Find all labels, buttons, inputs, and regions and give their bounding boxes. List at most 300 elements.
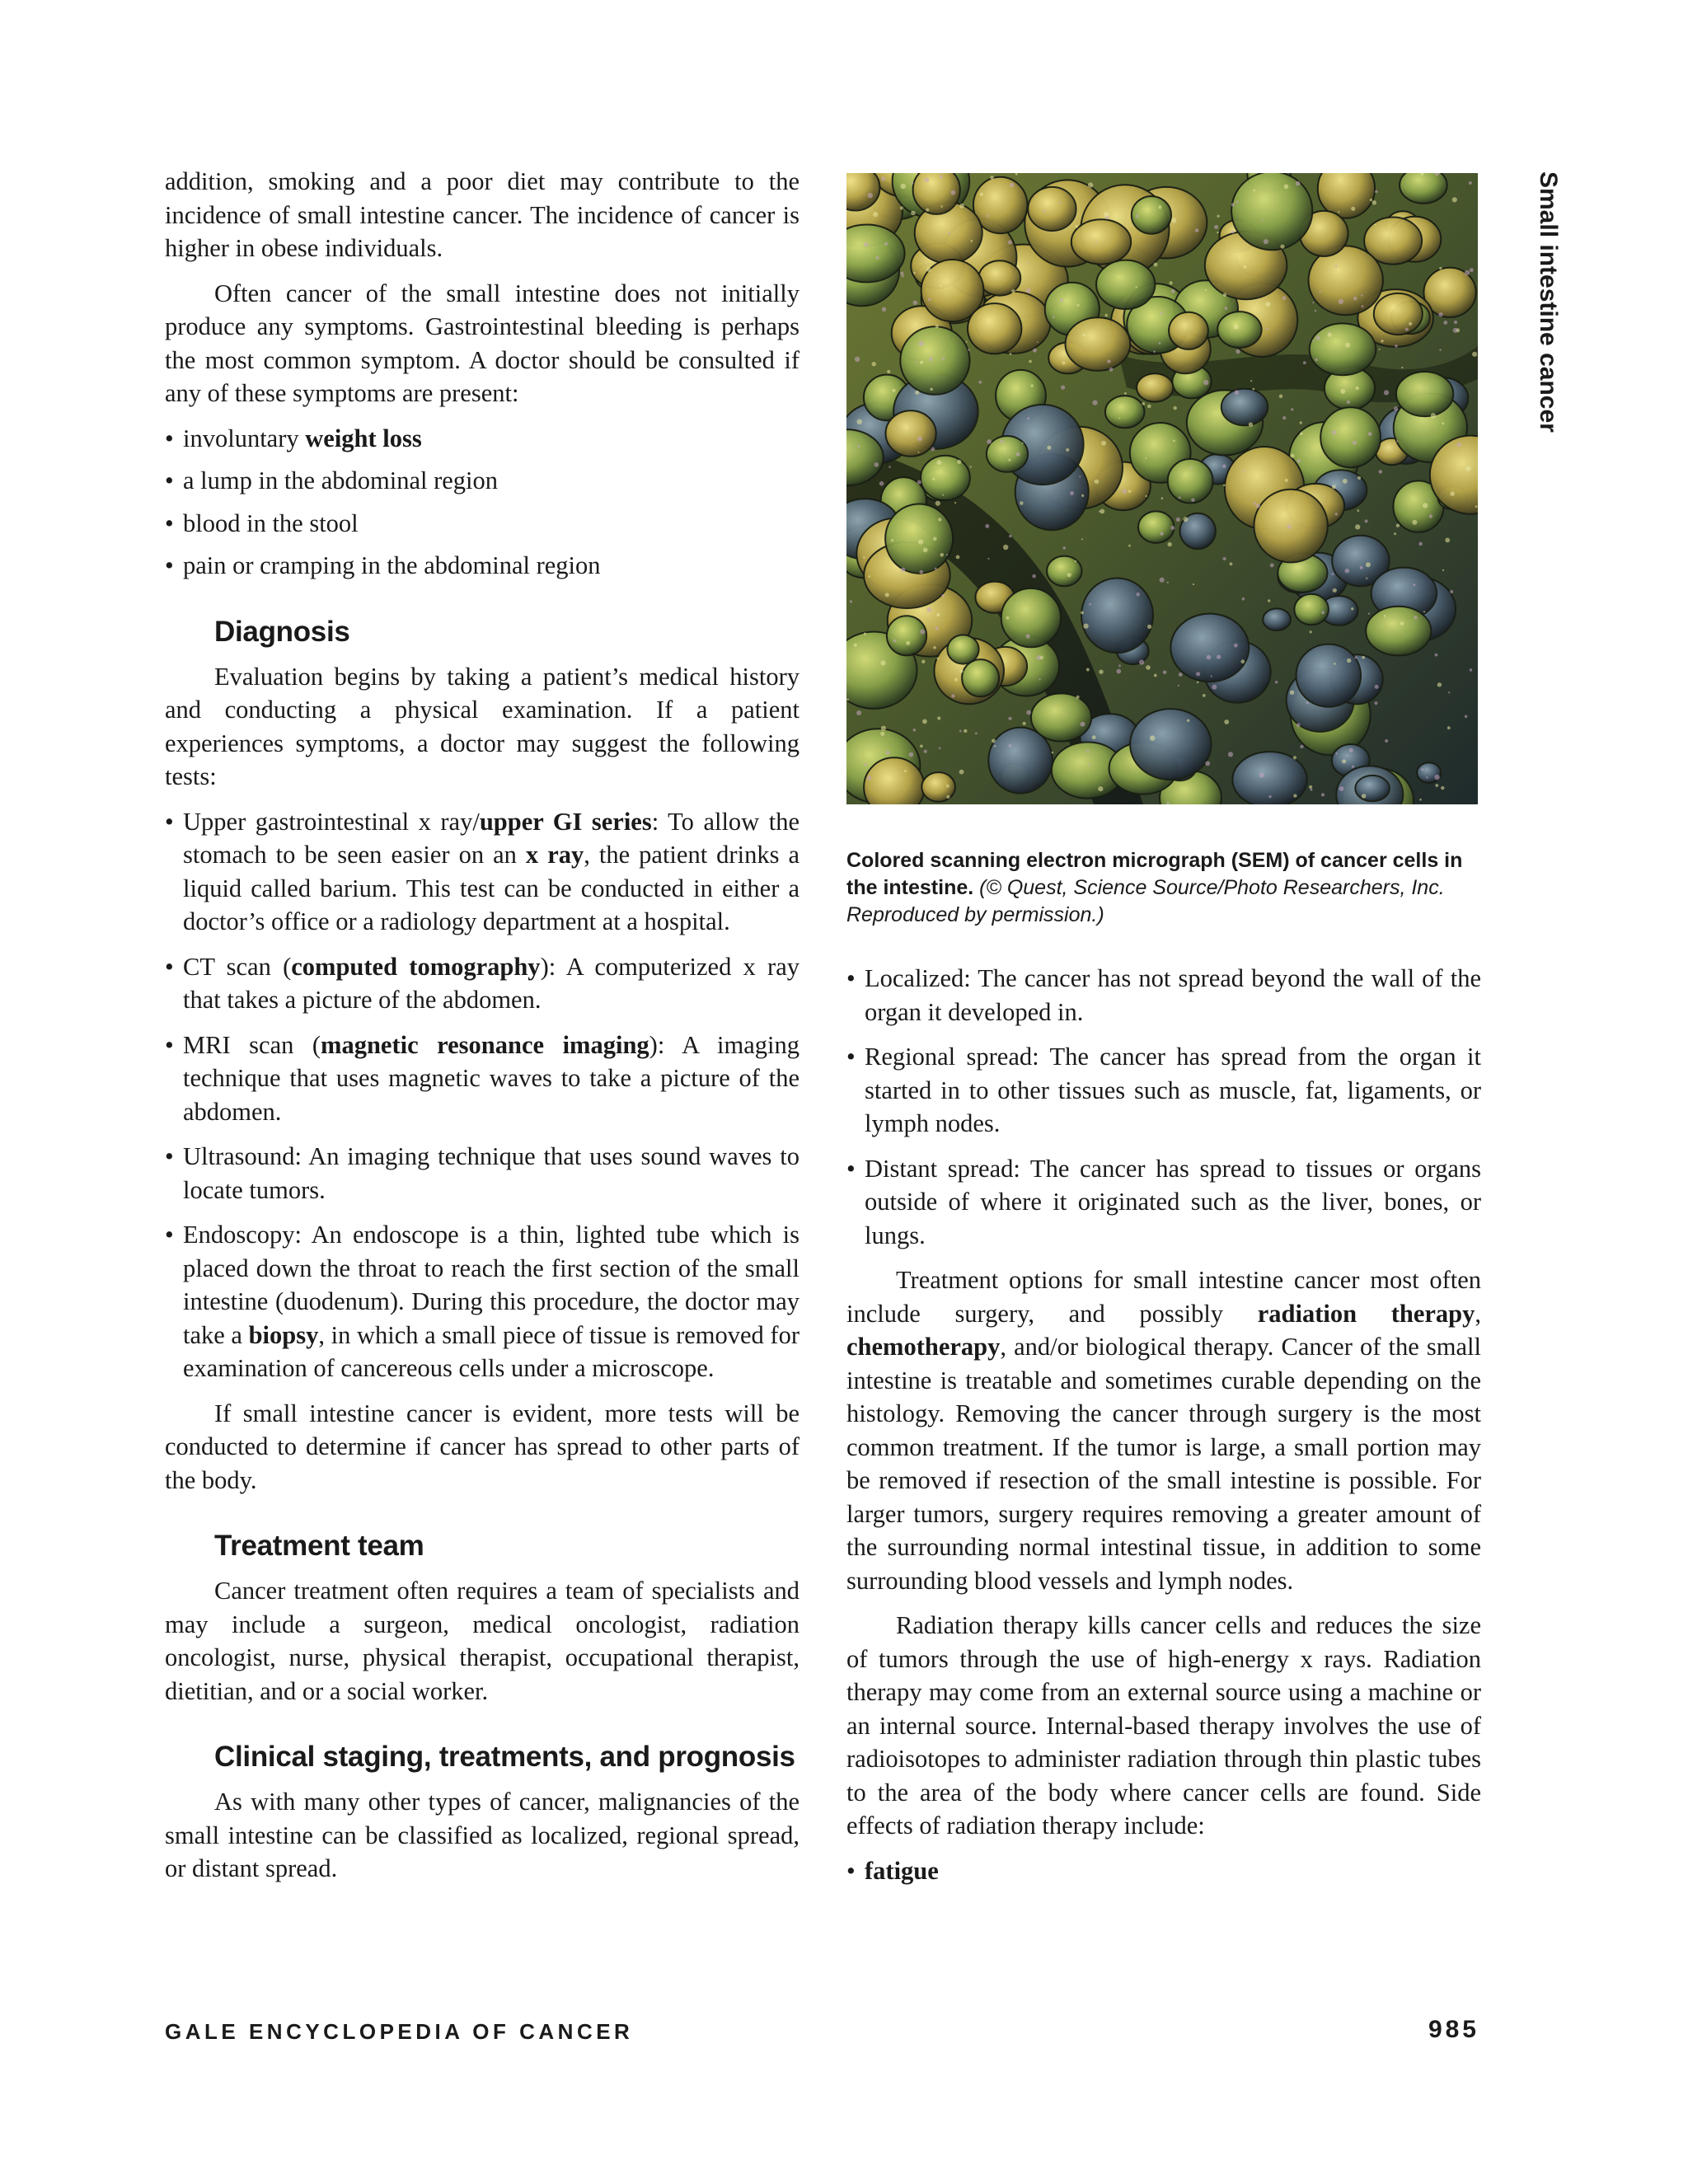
microvilli-speckle (1421, 768, 1423, 771)
microvilli-speckle (868, 193, 873, 198)
microvilli-speckle (1026, 710, 1031, 715)
microvilli-speckle (1223, 485, 1226, 487)
cell-shape (1320, 407, 1381, 467)
cell-shape (1217, 312, 1261, 348)
microvilli-speckle (1293, 756, 1296, 759)
microvilli-speckle (1225, 307, 1228, 310)
microvilli-speckle (881, 726, 886, 731)
microvilli-speckle (1147, 405, 1151, 409)
cell-shape (1096, 260, 1155, 309)
microvilli-speckle (1297, 459, 1301, 463)
cell-shape (886, 410, 936, 456)
microvilli-speckle (1345, 569, 1350, 574)
microvilli-speckle (1375, 223, 1376, 225)
microvilli-speckle (1100, 509, 1104, 514)
microvilli-speckle (1039, 678, 1040, 680)
caption-title: Colored scanning electron micrograph (SEM) of cancer cells in the intestine. (846, 849, 1463, 899)
microvilli-speckle (1009, 744, 1012, 748)
microvilli-speckle (948, 232, 950, 235)
microvilli-speckle (1159, 342, 1161, 344)
microvilli-speckle (1223, 557, 1226, 560)
microvilli-speckle (864, 632, 866, 635)
microvilli-speckle (935, 568, 937, 570)
microvilli-speckle (1362, 305, 1364, 307)
microvilli-speckle (900, 272, 903, 275)
microvilli-speckle (1370, 199, 1372, 201)
microvilli-speckle (994, 745, 996, 747)
microvilli-speckle (880, 660, 885, 665)
microvilli-speckle (1362, 794, 1367, 799)
microvilli-speckle (1062, 546, 1066, 550)
microvilli-speckle (959, 770, 964, 775)
microvilli-speckle (957, 460, 961, 464)
microvilli-speckle (1205, 289, 1207, 291)
microvilli-speckle (1357, 509, 1360, 512)
microvilli-speckle (1118, 417, 1120, 419)
microvilli-speckle (926, 209, 929, 212)
microvilli-speckle (1234, 644, 1238, 648)
microvilli-speckle (1355, 656, 1357, 658)
microvilli-speckle (936, 658, 939, 660)
list-item: • Regional spread: The cancer has spread from the organ it started in to other tissues such as muscle, fat, ligaments, or lymph nodes. (846, 1040, 1481, 1141)
microvilli-speckle (874, 462, 879, 467)
microvilli-speckle (1212, 685, 1217, 690)
microvilli-speckle (1282, 416, 1286, 419)
microvilli-speckle (1146, 665, 1151, 670)
microvilli-speckle (1231, 203, 1235, 206)
microvilli-speckle (937, 716, 940, 719)
microvilli-speckle (928, 298, 931, 302)
microvilli-speckle (1285, 479, 1288, 482)
microvilli-speckle (920, 745, 923, 748)
microvilli-speckle (1339, 299, 1343, 304)
microvilli-speckle (1158, 205, 1161, 209)
microvilli-speckle (1442, 422, 1444, 424)
right-column (846, 165, 1481, 1899)
paragraph-symptoms-intro: Often cancer of the small intestine does not initially produce any symptoms. Gastrointestinal bleeding is perhaps the most common symptom. A doctor should be consulted if any of these symptoms are present: (165, 279, 799, 407)
microvilli-speckle (1026, 288, 1031, 293)
microvilli-speckle (1310, 630, 1312, 633)
microvilli-speckle (1160, 312, 1163, 315)
microvilli-speckle (1249, 422, 1253, 426)
microvilli-speckle (936, 613, 940, 616)
microvilli-speckle (1396, 440, 1398, 442)
microvilli-speckle (1328, 333, 1332, 337)
microvilli-speckle (1429, 514, 1432, 518)
heading-clinical-staging: Clinical staging, treatments, and prognosis (214, 1741, 795, 1773)
microvilli-speckle (1296, 181, 1301, 186)
microvilli-speckle (1079, 476, 1081, 477)
microvilli-speckle (854, 644, 857, 647)
microvilli-speckle (1259, 773, 1264, 778)
list-item (846, 1854, 1481, 1888)
list-item: • Ultrasound: An imaging technique that uses sound waves to locate tumors. (165, 1140, 799, 1207)
cell-shape (1137, 373, 1173, 401)
cell-shape (1169, 312, 1208, 349)
microvilli-speckle (1394, 406, 1398, 410)
microvilli-speckle (1465, 270, 1470, 275)
microvilli-speckle (1335, 265, 1338, 268)
microvilli-speckle (1170, 281, 1173, 284)
list-item: • Distant spread: The cancer has spread to tissues or organs outside of where it originated such as the liver, bones, or lungs. (846, 1152, 1481, 1253)
microvilli-speckle (864, 242, 868, 246)
microvilli-speckle (1139, 660, 1144, 665)
microvilli-speckle (916, 362, 917, 363)
microvilli-speckle (1419, 799, 1422, 801)
microvilli-speckle (925, 178, 930, 183)
microvilli-speckle (1088, 182, 1093, 187)
microvilli-speckle (1335, 513, 1338, 515)
microvilli-speckle (1439, 267, 1442, 269)
microvilli-speckle (1070, 491, 1074, 495)
microvilli-speckle (992, 739, 996, 743)
microvilli-speckle (1435, 784, 1438, 787)
cell-shape (1138, 511, 1174, 542)
microvilli-speckle (1104, 212, 1109, 217)
cell-shape (1105, 396, 1145, 428)
microvilli-speckle (1321, 793, 1325, 796)
cell-shape (1263, 608, 1291, 630)
microvilli-speckle (1146, 495, 1147, 497)
microvilli-speckle (1315, 359, 1317, 361)
microvilli-speckle (942, 358, 945, 360)
microvilli-speckle (1315, 310, 1317, 312)
microvilli-speckle (1184, 517, 1189, 522)
cell-shape (1310, 323, 1376, 375)
heading-treatment-team: Treatment team (214, 1530, 424, 1562)
microvilli-speckle (1098, 786, 1103, 791)
microvilli-speckle (1118, 664, 1121, 667)
microvilli-speckle (1290, 453, 1294, 457)
microvilli-speckle (1315, 335, 1320, 340)
microvilli-speckle (1124, 392, 1127, 395)
microvilli-speckle (1401, 367, 1403, 368)
term-radiation-therapy: radiation therapy (1257, 1299, 1475, 1328)
microvilli-speckle (1360, 566, 1363, 569)
microvilli-speckle (891, 539, 893, 541)
microvilli-speckle (1379, 470, 1383, 474)
microvilli-speckle (1254, 502, 1256, 504)
micrograph-image (846, 173, 1478, 804)
microvilli-speckle (1086, 750, 1089, 752)
cell-shape (1296, 644, 1362, 707)
microvilli-speckle (1250, 380, 1252, 382)
microvilli-speckle (1313, 340, 1315, 341)
microvilli-speckle (1395, 344, 1398, 348)
microvilli-speckle (1190, 466, 1193, 469)
microvilli-speckle (1450, 590, 1453, 593)
cell-shape (1001, 588, 1061, 647)
microvilli-speckle (938, 518, 941, 521)
cell-shape (947, 635, 978, 663)
cell-shape (1028, 187, 1076, 231)
microvilli-speckle (1187, 719, 1189, 722)
microvilli-speckle (1287, 525, 1292, 529)
microvilli-speckle (1195, 228, 1199, 232)
microvilli-speckle (1339, 786, 1344, 791)
microvilli-speckle (1312, 302, 1314, 303)
microvilli-speckle (951, 190, 956, 195)
microvilli-speckle (1123, 489, 1128, 494)
microvilli-speckle (1342, 759, 1346, 763)
microvilli-speckle (1081, 538, 1083, 540)
list-item: • CT scan (computed tomography): A computerized x ray that takes a picture of the abdomen. (165, 950, 799, 1017)
microvilli-speckle (1437, 682, 1442, 687)
microvilli-speckle (1236, 349, 1240, 354)
microvilli-speckle (1147, 625, 1151, 629)
microvilli-speckle (1353, 441, 1357, 445)
microvilli-speckle (1081, 722, 1085, 727)
microvilli-speckle (1066, 448, 1069, 452)
microvilli-speckle (959, 669, 963, 673)
microvilli-speckle (1095, 480, 1099, 484)
microvilli-speckle (1351, 207, 1355, 211)
microvilli-speckle (932, 478, 935, 480)
microvilli-speckle (1154, 263, 1158, 267)
microvilli-speckle (923, 548, 928, 553)
microvilli-speckle (980, 193, 983, 196)
microvilli-speckle (1193, 583, 1194, 585)
microvilli-speckle (1101, 441, 1106, 446)
microvilli-speckle (918, 540, 923, 545)
microvilli-speckle (946, 795, 950, 799)
microvilli-speckle (1145, 457, 1146, 459)
microvilli-speckle (987, 558, 989, 560)
microvilli-speckle (1375, 190, 1378, 194)
microvilli-speckle (971, 240, 973, 242)
microvilli-speckle (1137, 593, 1140, 596)
microvilli-speckle (1153, 350, 1156, 353)
microvilli-speckle (1029, 360, 1032, 363)
microvilli-speckle (1003, 545, 1008, 550)
microvilli-speckle (940, 206, 942, 208)
microvilli-speckle (985, 524, 989, 528)
microvilli-speckle (1357, 476, 1361, 480)
microvilli-speckle (1128, 490, 1131, 492)
microvilli-speckle (1445, 538, 1450, 543)
microvilli-speckle (911, 211, 916, 216)
microvilli-speckle (913, 729, 917, 732)
microvilli-speckle (1008, 241, 1012, 245)
microvilli-speckle (946, 554, 948, 555)
list-item: • Localized: The cancer has not spread beyond the wall of the organ it developed in. (846, 962, 1481, 1029)
microvilli-speckle (1290, 691, 1294, 695)
microvilli-speckle (1143, 460, 1145, 462)
microvilli-speckle (1037, 655, 1042, 660)
microvilli-speckle (882, 307, 886, 312)
microvilli-speckle (1223, 293, 1226, 297)
microvilli-speckle (1077, 304, 1080, 307)
microvilli-speckle (1207, 655, 1212, 660)
microvilli-speckle (1006, 616, 1010, 620)
microvilli-speckle (990, 176, 994, 180)
cell-shape (987, 436, 1028, 472)
list-item: • Endoscopy: An endoscope is a thin, lighted tube which is placed down the throat to reach the first section of the small intestine (duodenum). During this procedure, the doctor may take a biopsy, in which a small piece of tissue is removed for examination of cancereous cells under a microscope. (165, 1218, 799, 1385)
microvilli-speckle (1009, 535, 1011, 537)
term-weight-loss: weight loss (305, 424, 422, 452)
microvilli-speckle (1385, 739, 1388, 743)
microvilli-speckle (1282, 296, 1287, 300)
microvilli-speckle (893, 640, 897, 643)
cell-shape (1071, 219, 1131, 264)
microvilli-speckle (1465, 715, 1468, 719)
microvilli-speckle (1095, 241, 1097, 243)
microvilli-speckle (1174, 406, 1177, 410)
cell-shape (1047, 556, 1081, 587)
microvilli-speckle (889, 466, 891, 468)
microvilli-speckle (1235, 390, 1240, 395)
microvilli-speckle (1355, 524, 1360, 529)
microvilli-speckle (936, 460, 941, 465)
cell-shape (1231, 173, 1312, 250)
microvilli-speckle (892, 389, 895, 392)
microvilli-speckle (1062, 361, 1065, 364)
microvilli-speckle (1244, 265, 1247, 269)
microvilli-speckle (1409, 322, 1412, 326)
microvilli-speckle (1345, 343, 1350, 348)
microvilli-speckle (1023, 722, 1026, 725)
microvilli-speckle (915, 391, 919, 395)
microvilli-speckle (975, 732, 978, 734)
microvilli-speckle (1037, 341, 1039, 343)
microvilli-speckle (1016, 452, 1020, 457)
microvilli-speckle (887, 370, 890, 373)
microvilli-speckle (1075, 560, 1076, 562)
microvilli-speckle (1088, 764, 1090, 766)
microvilli-speckle (850, 600, 852, 602)
microvilli-speckle (1176, 518, 1180, 522)
microvilli-speckle (1234, 325, 1239, 330)
microvilli-speckle (857, 419, 862, 424)
cell-shape (1355, 776, 1390, 801)
microvilli-speckle (1224, 719, 1229, 724)
term-biopsy: biopsy (248, 1320, 319, 1349)
microvilli-speckle (987, 439, 992, 444)
microvilli-speckle (1205, 761, 1210, 766)
microvilli-speckle (954, 502, 956, 504)
cell-shape (1396, 372, 1453, 416)
microvilli-speckle (902, 274, 904, 277)
microvilli-speckle (1469, 181, 1472, 185)
microvilli-speckle (1356, 387, 1359, 390)
microvilli-speckle (924, 750, 927, 753)
cell-shape (1417, 762, 1441, 783)
microvilli-speckle (1368, 612, 1370, 614)
left-column (165, 165, 799, 1897)
microvilli-speckle (1456, 443, 1461, 448)
microvilli-speckle (920, 630, 925, 635)
microvilli-speckle (872, 362, 876, 366)
running-head: Small intestine cancer (1535, 171, 1562, 433)
microvilli-speckle (1439, 349, 1441, 350)
microvilli-speckle (909, 752, 914, 757)
microvilli-speckle (1081, 494, 1084, 497)
term-chemotherapy: chemotherapy (846, 1333, 1001, 1361)
microvilli-speckle (1230, 562, 1233, 565)
cell-shape (968, 303, 1021, 354)
microvilli-speckle (1179, 673, 1183, 677)
microvilli-speckle (970, 466, 972, 467)
microvilli-speckle (876, 256, 879, 260)
microvilli-speckle (1116, 669, 1121, 674)
staging-list (846, 962, 1481, 1252)
microvilli-speckle (1343, 479, 1348, 484)
microvilli-speckle (926, 268, 931, 272)
microvilli-speckle (1161, 497, 1164, 499)
microvilli-speckle (933, 537, 937, 541)
microvilli-speckle (1082, 334, 1085, 337)
microvilli-speckle (1332, 573, 1334, 575)
microvilli-speckle (1128, 545, 1131, 547)
cell-shape (1031, 693, 1091, 741)
microvilli-speckle (906, 427, 908, 429)
microvilli-speckle (1075, 225, 1078, 228)
microvilli-speckle (1217, 232, 1218, 233)
microvilli-speckle (1414, 583, 1416, 586)
microvilli-speckle (1394, 532, 1396, 535)
heading-diagnosis: Diagnosis (214, 615, 350, 648)
microvilli-speckle (1441, 786, 1444, 790)
list-item: • a lump in the abdominal region (165, 464, 799, 498)
microvilli-speckle (1179, 497, 1181, 499)
microvilli-speckle (1309, 785, 1312, 789)
microvilli-speckle (1170, 526, 1175, 530)
microvilli-speckle (920, 361, 923, 364)
cell-shape (1400, 173, 1447, 204)
microvilli-speckle (1197, 681, 1199, 683)
microvilli-speckle (1284, 185, 1289, 190)
microvilli-speckle (1253, 190, 1255, 192)
microvilli-speckle (1279, 395, 1282, 398)
microvilli-speckle (1047, 446, 1051, 450)
microvilli-speckle (1384, 615, 1386, 617)
microvilli-speckle (1475, 505, 1478, 508)
microvilli-speckle (1366, 578, 1367, 579)
microvilli-speckle (1452, 197, 1457, 202)
microvilli-speckle (956, 555, 960, 560)
microvilli-speckle (1347, 658, 1351, 663)
list-item: • Upper gastrointestinal x ray/upper GI series: To allow the stomach to be seen easier on an x ray, the patient drinks a liquid called barium. This test can be conducted in either a doctor’s office or a radiology department at a hospital. (165, 805, 799, 939)
microvilli-speckle (1268, 599, 1270, 602)
microvilli-speckle (1060, 298, 1063, 302)
microvilli-speckle (1167, 582, 1169, 583)
microvilli-speckle (959, 204, 964, 209)
microvilli-speckle (1434, 775, 1439, 780)
term-x-ray: x ray (525, 841, 584, 869)
microvilli-speckle (857, 445, 860, 448)
microvilli-speckle (855, 357, 860, 362)
microvilli-speckle (1470, 268, 1474, 272)
paragraph-treatment-options: Treatment options for small intestine cancer most often include surgery, and possibly radiation therapy, chemotherapy, and/or biological therapy. Cancer of the small intestine is treatable and sometimes curable depending on the histology. Removing the cancer through surgery is the most common treatment. If the tumor is large, a small portion may be removed if resection of the small intestine is possible. For larger tumors, surgery requires removing a greater amount of the surrounding normal intestinal tissue, in addition to some surrounding blood vessels and lymph nodes. (846, 1266, 1481, 1595)
term-upper-gi-series: upper GI series (479, 807, 652, 836)
microvilli-speckle (930, 388, 933, 391)
microvilli-speckle (1203, 380, 1208, 385)
microvilli-speckle (1332, 485, 1336, 489)
microvilli-speckle (964, 729, 967, 733)
microvilli-speckle (1340, 389, 1345, 394)
microvilli-speckle (1448, 691, 1450, 693)
microvilli-speckle (1211, 675, 1212, 677)
microvilli-speckle (1242, 598, 1245, 601)
microvilli-speckle (1092, 401, 1097, 405)
microvilli-speckle (1081, 612, 1084, 615)
microvilli-speckle (946, 785, 950, 788)
microvilli-speckle (1083, 624, 1088, 629)
cell-shape (1374, 293, 1423, 335)
microvilli-speckle (1300, 745, 1303, 748)
microvilli-speckle (1296, 723, 1301, 727)
microvilli-speckle (1032, 574, 1036, 579)
